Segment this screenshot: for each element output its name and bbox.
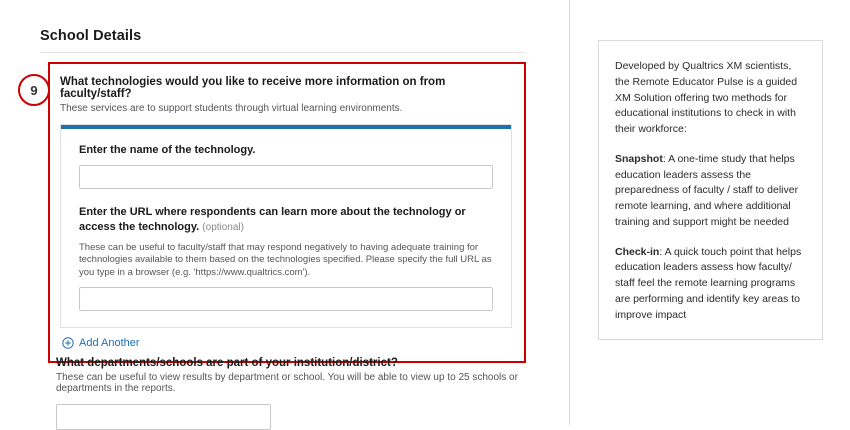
question-10-title: What departments/schools are part of your institution/district?	[56, 357, 398, 369]
technology-name-input[interactable]	[79, 165, 493, 189]
question-10-subtitle: These can be useful to view results by department or school. You will be able to view up to 25 schools or departments in the reports.	[56, 372, 518, 394]
card-body	[61, 129, 511, 327]
technology-entry-card	[60, 124, 512, 328]
question-9-block	[48, 62, 526, 363]
info-paragraph	[615, 152, 806, 231]
solution-info-card	[598, 40, 823, 340]
sidebar-column	[570, 0, 849, 425]
plus-circle-icon	[62, 337, 74, 349]
question-number-badge: 9	[18, 74, 50, 106]
technology-url-help: These can be useful to faculty/staff that may respond negatively to having adequate training for technologies available to them based on the technologies specified. Please specify the full URL as you type in a browser (e.g. 'https://www.qualtrics.com').	[79, 241, 492, 279]
question-10-block	[56, 355, 526, 430]
info-paragraph	[615, 245, 806, 324]
technology-url-input[interactable]	[79, 287, 493, 311]
info-paragraph	[615, 59, 806, 138]
technology-url-optional-tag: (optional)	[202, 221, 244, 233]
page-title: School Details	[40, 28, 142, 44]
info-paragraph-text: : A quick touch point that helps education leaders assess how faculty/ staff feel the remote learning programs are performing and identify key areas to improve impact	[615, 245, 802, 321]
add-another-button[interactable]	[62, 337, 140, 349]
department-input[interactable]	[56, 404, 271, 430]
technology-url-label-text: Enter the URL where respondents can learn more about the technology or access the technology.	[79, 205, 466, 233]
title-divider	[40, 52, 525, 53]
question-9-title: What technologies would you like to receive more information on from faculty/staff?	[60, 76, 446, 100]
technology-name-label: Enter the name of the technology.	[79, 144, 256, 156]
info-paragraph-text: : A one-time study that helps education leaders assess the preparedness of faculty / staff to deliver remote learning, and where additional training and support might be needed	[615, 152, 799, 228]
info-paragraph-text: Developed by Qualtrics XM scientists, the Remote Educator Pulse is a guided XM Solution offering two methods for educational institutions to check in with their workforce:	[615, 60, 798, 135]
info-paragraph-lead: Snapshot	[615, 152, 663, 165]
add-another-label: Add Another	[79, 336, 140, 349]
info-paragraph-lead: Check-in	[615, 245, 660, 258]
question-9-subtitle: These services are to support students through virtual learning environments.	[60, 103, 403, 114]
technology-url-label	[79, 205, 493, 235]
